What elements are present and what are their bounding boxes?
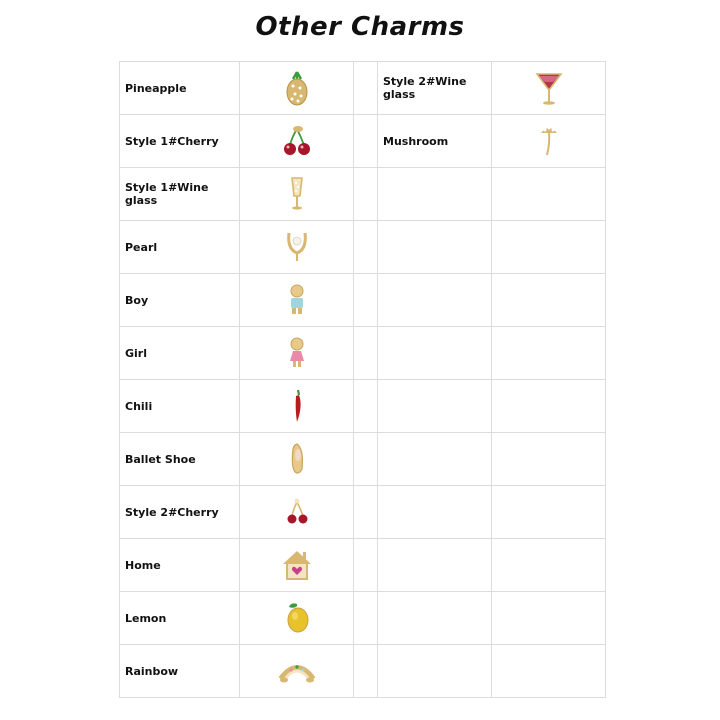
- empty-cell: [492, 168, 606, 221]
- spacer-cell: [354, 486, 378, 539]
- charm-image-cell: [240, 380, 354, 433]
- spacer-cell: [354, 115, 378, 168]
- empty-cell: [492, 274, 606, 327]
- spacer-cell: [354, 380, 378, 433]
- empty-cell: [378, 486, 492, 539]
- spacer-cell: [354, 327, 378, 380]
- empty-cell: [378, 221, 492, 274]
- empty-cell: [492, 486, 606, 539]
- charm-image-cell: [240, 221, 354, 274]
- table-row: [120, 645, 606, 698]
- boy-charm-icon: [277, 280, 317, 320]
- spacer-cell: [354, 592, 378, 645]
- charms-table: [119, 61, 606, 698]
- table-row: [120, 486, 606, 539]
- charm-name: Ballet Shoe: [120, 433, 240, 486]
- chili-charm-icon: [277, 386, 317, 426]
- table-row: [120, 221, 606, 274]
- empty-cell: [492, 592, 606, 645]
- charm-image-cell: [240, 115, 354, 168]
- charm-image-cell: [240, 168, 354, 221]
- empty-cell: [492, 221, 606, 274]
- empty-cell: [378, 274, 492, 327]
- charm-image-cell: [240, 327, 354, 380]
- charm-name: Style 1#Wine glass: [120, 168, 240, 221]
- charm-image-cell: [240, 539, 354, 592]
- page-title: Other Charms: [255, 12, 465, 42]
- charm-image-cell: [240, 486, 354, 539]
- cocktail-glass-charm-icon: [529, 68, 569, 108]
- table-row: [120, 380, 606, 433]
- pearl-charm-icon: [277, 227, 317, 267]
- spacer-cell: [354, 274, 378, 327]
- charm-name: Boy: [120, 274, 240, 327]
- spacer-cell: [354, 433, 378, 486]
- charm-name: Pearl: [120, 221, 240, 274]
- empty-cell: [492, 539, 606, 592]
- empty-cell: [492, 645, 606, 698]
- table-row: [120, 433, 606, 486]
- empty-cell: [378, 592, 492, 645]
- table-row: [120, 539, 606, 592]
- charm-name: Style 2#Wine glass: [378, 62, 492, 115]
- table-row: [120, 327, 606, 380]
- empty-cell: [378, 539, 492, 592]
- girl-charm-icon: [277, 333, 317, 373]
- empty-cell: [492, 380, 606, 433]
- charm-image-cell: [240, 433, 354, 486]
- table-row: [120, 62, 606, 115]
- spacer-cell: [354, 645, 378, 698]
- charm-image-cell: [492, 115, 606, 168]
- charm-name: Style 1#Cherry: [120, 115, 240, 168]
- table-row: [120, 168, 606, 221]
- empty-cell: [378, 380, 492, 433]
- charm-name: Rainbow: [120, 645, 240, 698]
- table-row: [120, 115, 606, 168]
- mushroom-charm-icon: [529, 121, 569, 161]
- pineapple-charm-icon: [277, 68, 317, 108]
- champagne-glass-charm-icon: [277, 174, 317, 214]
- small-cherry-charm-icon: [277, 492, 317, 532]
- empty-cell: [378, 433, 492, 486]
- ballet-shoe-charm-icon: [277, 439, 317, 479]
- house-charm-icon: [277, 545, 317, 585]
- table-row: [120, 274, 606, 327]
- charm-image-cell: [240, 274, 354, 327]
- charm-image-cell: [240, 62, 354, 115]
- empty-cell: [378, 327, 492, 380]
- charm-name: Style 2#Cherry: [120, 486, 240, 539]
- charm-name: Lemon: [120, 592, 240, 645]
- spacer-cell: [354, 168, 378, 221]
- lemon-charm-icon: [277, 598, 317, 638]
- charm-name: Chili: [120, 380, 240, 433]
- charm-name: Home: [120, 539, 240, 592]
- charm-image-cell: [240, 592, 354, 645]
- charm-name: Girl: [120, 327, 240, 380]
- empty-cell: [492, 433, 606, 486]
- cherry-charm-icon: [277, 121, 317, 161]
- spacer-cell: [354, 539, 378, 592]
- charm-image-cell: [492, 62, 606, 115]
- empty-cell: [378, 645, 492, 698]
- spacer-cell: [354, 62, 378, 115]
- rainbow-charm-icon: [277, 651, 317, 691]
- charm-name: Mushroom: [378, 115, 492, 168]
- empty-cell: [492, 327, 606, 380]
- empty-cell: [378, 168, 492, 221]
- charm-image-cell: [240, 645, 354, 698]
- spacer-cell: [354, 221, 378, 274]
- charm-name: Pineapple: [120, 62, 240, 115]
- table-row: [120, 592, 606, 645]
